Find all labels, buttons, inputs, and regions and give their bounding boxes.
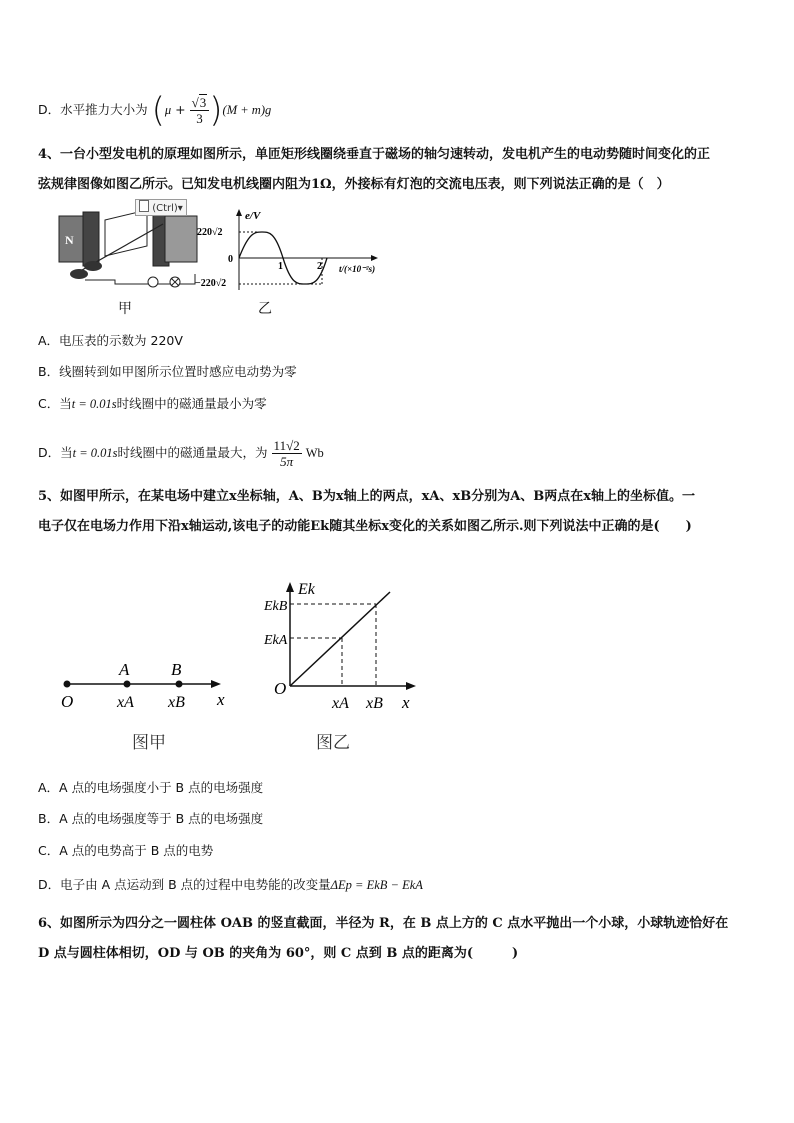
q4-option-d-time: t = 0.01s: [72, 446, 118, 460]
tick-1-label: 1: [278, 261, 283, 272]
q5-option-d-text: D．电子由 A 点运动到 B 点的过程中电势能的改变量: [38, 877, 331, 892]
ymax-label: 220√2: [197, 227, 223, 238]
q4-option-c-time: t = 0.01s: [71, 397, 117, 411]
dropdown-arrow-icon: ▾: [177, 203, 183, 214]
x-axis-arrow: [406, 682, 416, 690]
q5-option-a: A．A 点的电场强度小于 B 点的电场强度: [38, 780, 264, 795]
ek-axis-label: Ek: [298, 581, 315, 598]
y-axis-arrow: [286, 582, 294, 592]
axis-x-label: x: [402, 693, 410, 712]
q5-stem-line-2: 电子仅在电场力作用下沿x轴运动,该电子的动能Ek随其坐标x变化的关系如图乙所示.则下列说法中正确的是( ): [38, 519, 692, 534]
q4-option-d-prefix: D．当: [38, 445, 73, 460]
q4-figure-emf-graph: [195, 205, 400, 295]
mu-symbol: μ: [164, 103, 172, 117]
point-a-label: A: [119, 660, 130, 679]
frac-den: 3: [196, 111, 203, 126]
coil-loop: [105, 210, 147, 256]
q4-option-b: B．线圈转到如甲图所示位置时感应电动势为零: [38, 364, 297, 379]
q4-stem-line-1: 4、一台小型发电机的原理如图所示，单匝矩形线圈绕垂直于磁场的轴匀速转动，发电机产生的电动势随时间变化的正: [38, 147, 711, 162]
x-axis-label: t/(×10⁻²s): [339, 264, 376, 274]
q6-stem-line-2: D 点与圆柱体相切，OD 与 OB 的夹角为 60°，则 C 点到 B 点的距离为( ): [38, 946, 519, 961]
q4-option-d: [38, 438, 324, 469]
q4-option-a: A．电压表的示数为 220V: [38, 333, 183, 348]
flux-unit: Wb: [305, 446, 324, 460]
flux-num: 11√2: [273, 438, 300, 453]
ctrl-paste-badge[interactable]: [135, 199, 187, 216]
q5-figure-axis: [55, 655, 245, 715]
q5-stem-line-1: 5、如图甲所示，在某电场中建立x坐标轴，A、B为x轴上的两点，xA、xB分别为A、B两点在x轴上的坐标值。一: [38, 489, 696, 504]
q5-caption-jia: 图甲: [132, 733, 166, 753]
q4-option-c-prefix: C．当: [38, 396, 72, 411]
xa-label: xA: [117, 694, 134, 711]
sqrt3-over-3: $\frac{√3}{3}$: [190, 95, 210, 126]
q5-caption-yi: 图乙: [316, 733, 350, 753]
q4-caption-jia: 甲: [118, 301, 132, 317]
xb-label: xB: [366, 695, 383, 712]
point-b-dot: [176, 681, 183, 688]
q4-option-d-middle: 时线圈中的磁通量最大，为: [117, 445, 268, 460]
q4-option-c: [38, 394, 267, 414]
q5-option-d-expr: ΔEp = EkB − EkA: [330, 878, 423, 892]
voltmeter-icon: [148, 277, 158, 287]
q4-caption-yi: 乙: [258, 301, 272, 317]
point-a-dot: [124, 681, 131, 688]
q5-figure-ek-graph: [262, 572, 422, 720]
q5-option-d: [38, 875, 423, 895]
q5-option-c: C．A 点的电势高于 B 点的电势: [38, 843, 214, 858]
clipboard-icon: [139, 200, 149, 212]
q4-option-c-suffix: 时线圈中的磁通量最小为零: [116, 396, 267, 411]
ek-line: [290, 592, 390, 686]
right-paren: ): [209, 90, 223, 131]
tick-2-label: 2: [317, 261, 322, 272]
xb-label: xB: [168, 694, 185, 711]
eka-label: EkA: [264, 633, 288, 648]
q4-stem-line-2: 弦规律图像如图乙所示。已知发电机线圈内阻为1Ω，外接标有灯泡的交流电压表，则下列说法正确的是（ ）: [38, 177, 670, 192]
slip-ring-2: [84, 261, 102, 271]
left-paren: (: [151, 90, 165, 131]
flux-den: 5π: [280, 454, 294, 469]
ekb-label: EkB: [264, 599, 288, 614]
axis-x-label: x: [217, 690, 225, 709]
mass-term: (M + m)g: [222, 103, 272, 117]
sqrt-value: 3: [199, 95, 207, 110]
ymin-label: −220√2: [195, 278, 227, 289]
q6-stem-line-1: 6、如图所示为四分之一圆柱体 OAB 的竖直截面，半径为 R，在 B 点上方的 C 点水平抛出一个小球，小球轨迹恰好在: [38, 916, 729, 931]
xa-label: xA: [332, 695, 349, 712]
slip-ring-1: [70, 269, 88, 279]
flux-fraction: [272, 438, 302, 469]
x-axis-arrow: [211, 680, 221, 688]
y-axis-label: e/V: [245, 210, 261, 222]
y-axis-arrow: [236, 209, 242, 216]
q3-option-d-label: D．水平推力大小为: [38, 102, 148, 117]
origin-label: O: [274, 679, 287, 698]
magnet-s-block: [165, 216, 197, 262]
q3-option-d: [38, 90, 272, 131]
q5-option-b: B．A 点的电场强度等于 B 点的电场强度: [38, 811, 264, 826]
origin-label: 0: [228, 254, 233, 265]
magnet-n-label: N: [65, 233, 74, 247]
plus-sign: +: [175, 102, 186, 117]
ctrl-label: (Ctrl): [152, 203, 178, 214]
origin-dot: [64, 681, 71, 688]
point-b-label: B: [171, 660, 182, 679]
magnet-n-pole: [83, 212, 99, 266]
origin-label: O: [61, 692, 74, 711]
x-axis-arrow: [371, 255, 378, 261]
